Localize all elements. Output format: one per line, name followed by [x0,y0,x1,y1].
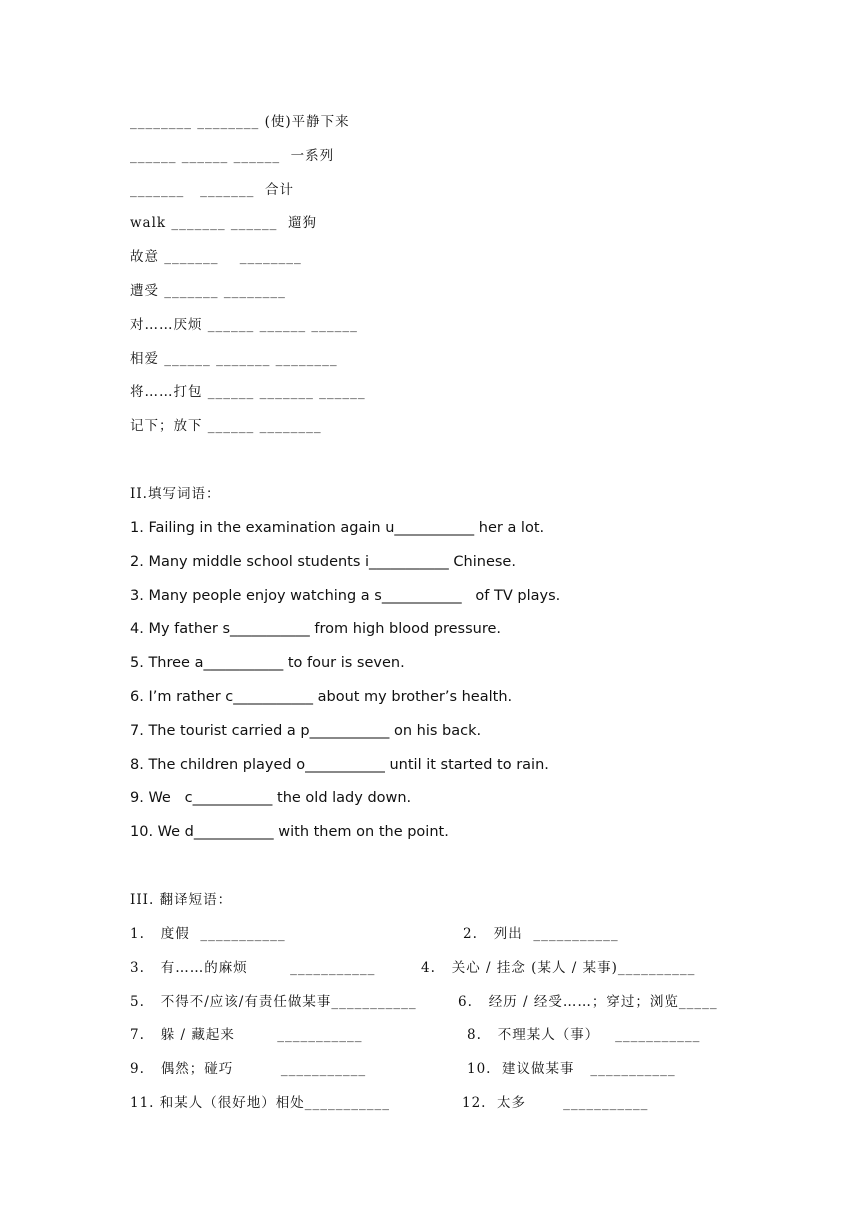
phrase-line: 将……打包 ______ _______ ______ [130,384,366,400]
translate-item: 11. 和某人（很好地）相处___________ [130,1095,391,1111]
section-2-title: II.填写词语： [130,486,221,502]
translate-item: 10. 建议做某事 ___________ [467,1061,676,1077]
phrase-line: 相爱 ______ _______ ________ [130,351,338,367]
phrase-line: walk _______ ______ 遛狗 [130,215,318,231]
phrase-line: 记下；放下 ______ ________ [130,418,322,434]
fill-in-item: 3. Many people enjoy watching a s___________ of TV plays. [130,588,561,604]
phrase-line: 故意 _______ ________ [130,249,302,265]
section-3-title: III. 翻译短语： [130,892,233,908]
translate-item: 5. 不得不/应该/有责任做某事___________ [130,994,417,1010]
translate-item: 3. 有……的麻烦 ___________ [130,960,376,976]
translate-item: 8. 不理某人（事） ___________ [467,1027,701,1043]
translate-item: 12. 太多 ___________ [462,1095,649,1111]
translate-item: 6. 经历 / 经受……；穿过；浏览_____ [458,994,718,1010]
fill-in-item: 10. We d___________ with them on the point. [130,824,449,840]
phrase-line: _______ _______ 合计 [130,182,294,198]
translate-item: 2. 列出 ___________ [463,926,619,942]
translate-item: 4. 关心 / 挂念 (某人 / 某事)__________ [421,960,696,976]
translate-item: 1. 度假 ___________ [130,926,286,942]
fill-in-item: 6. I’m rather c___________ about my brother’s health. [130,689,513,705]
phrase-line: 遭受 _______ ________ [130,283,286,299]
phrase-line: ________ ________ (使)平静下来 [130,114,350,130]
translate-item: 7. 躲 / 藏起来 ___________ [130,1027,363,1043]
phrase-line: 对……厌烦 ______ ______ ______ [130,317,358,333]
fill-in-item: 8. The children played o___________ until it started to rain. [130,757,549,773]
translate-item: 9. 偶然；碰巧 ___________ [130,1061,367,1077]
fill-in-item: 9. We c___________ the old lady down. [130,790,412,806]
fill-in-item: 2. Many middle school students i___________ Chinese. [130,554,516,570]
phrase-line: ______ ______ ______ 一系列 [130,148,335,164]
fill-in-item: 4. My father s___________ from high blood pressure. [130,621,502,637]
fill-in-item: 5. Three a___________ to four is seven. [130,655,405,671]
fill-in-item: 7. The tourist carried a p___________ on his back. [130,723,482,739]
fill-in-item: 1. Failing in the examination again u___________ her a lot. [130,520,545,536]
